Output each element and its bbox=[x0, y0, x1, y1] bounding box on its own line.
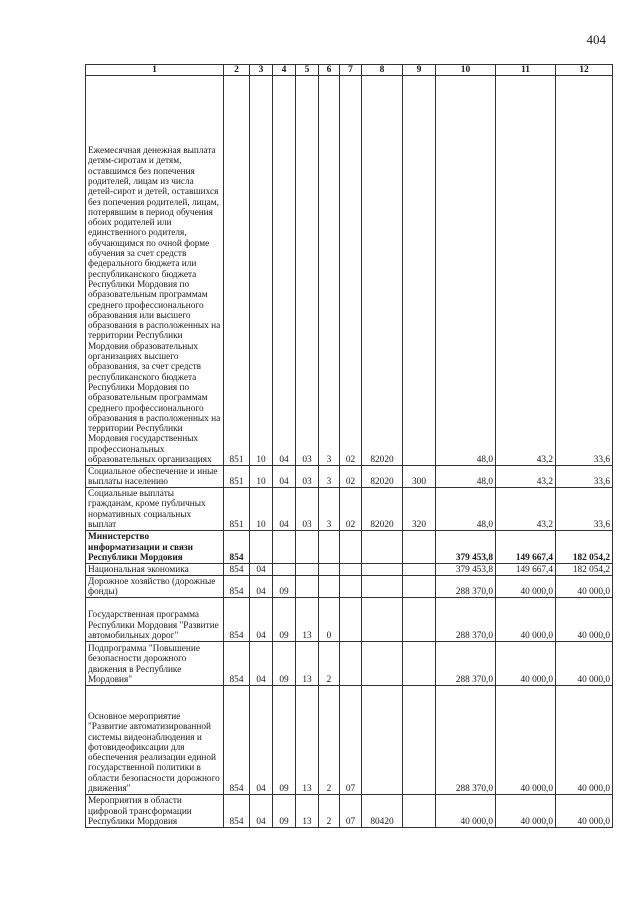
cell-c3: 10 bbox=[250, 488, 273, 531]
table-row bbox=[86, 531, 613, 564]
cell-c2: 854 bbox=[224, 576, 250, 598]
cell-c9 bbox=[403, 76, 436, 466]
cell-c11: 43,2 bbox=[496, 466, 556, 488]
page-number: 404 bbox=[586, 32, 606, 47]
cell-c2: 854 bbox=[224, 795, 250, 828]
cell-c4: 04 bbox=[273, 466, 296, 488]
table-row bbox=[86, 642, 613, 686]
cell-c2: 854 bbox=[224, 686, 250, 795]
cell-c7 bbox=[340, 598, 362, 642]
cell-c3: 04 bbox=[250, 642, 273, 686]
cell-c9 bbox=[403, 642, 436, 686]
header-row bbox=[86, 65, 613, 76]
header-cell: 1 bbox=[86, 65, 224, 76]
header-cell: 6 bbox=[319, 65, 340, 76]
cell-c6 bbox=[319, 531, 340, 564]
cell-c6: 2 bbox=[319, 642, 340, 686]
cell-c11: 40 000,0 bbox=[496, 576, 556, 598]
cell-c6: 3 bbox=[319, 488, 340, 531]
budget-table bbox=[85, 64, 613, 828]
cell-c12: 40 000,0 bbox=[556, 598, 613, 642]
cell-c9 bbox=[403, 598, 436, 642]
cell-c3: 10 bbox=[250, 76, 273, 466]
cell-c8 bbox=[362, 576, 403, 598]
cell-c11: 40 000,0 bbox=[496, 795, 556, 828]
cell-c6: 3 bbox=[319, 76, 340, 466]
cell-c5: 13 bbox=[296, 642, 319, 686]
cell-c5: 13 bbox=[296, 598, 319, 642]
cell-c12: 33,6 bbox=[556, 76, 613, 466]
cell-c2: 851 bbox=[224, 76, 250, 466]
cell-c11: 149 667,4 bbox=[496, 564, 556, 576]
cell-c2: 854 bbox=[224, 564, 250, 576]
row-name-cell: Основное мероприятие "Развитие автоматизированной системы видеонаблюдения и фотовидеофиксации для обеспечения реализации единой государственной политики в области безопасности дорожного движения" bbox=[86, 686, 224, 795]
cell-c9: 320 bbox=[403, 488, 436, 531]
cell-c12: 40 000,0 bbox=[556, 642, 613, 686]
table-row bbox=[86, 76, 613, 466]
cell-c5 bbox=[296, 564, 319, 576]
cell-c2: 851 bbox=[224, 466, 250, 488]
header-cell: 9 bbox=[403, 65, 436, 76]
header-cell: 2 bbox=[224, 65, 250, 76]
cell-c8 bbox=[362, 642, 403, 686]
cell-c4: 09 bbox=[273, 795, 296, 828]
cell-c9 bbox=[403, 564, 436, 576]
cell-c11: 40 000,0 bbox=[496, 598, 556, 642]
cell-c7: 07 bbox=[340, 686, 362, 795]
header-cell: 11 bbox=[496, 65, 556, 76]
cell-c8: 82020 bbox=[362, 76, 403, 466]
cell-c4 bbox=[273, 564, 296, 576]
cell-c4: 09 bbox=[273, 642, 296, 686]
cell-c7 bbox=[340, 642, 362, 686]
header-cell: 7 bbox=[340, 65, 362, 76]
cell-c10: 48,0 bbox=[436, 76, 496, 466]
row-name-cell: Ежемесячная денежная выплата детям-сиротам и детям, оставшимся без попечения родителей, лицам из числа детей-сирот и детей, оставшихся без попечения родителей, лицам, потерявшим в период обучения обоих родителей или единственного родителя, обучающимся по очной форме обучения за счет средств федерального бюджета или республиканского бюджета Республики Мордовия по образовательным программам среднего профессионального образования или высшего образования в расположенных на территории Республики Мордовия образовательных организациях высшего образования, за счет средств республиканского бюджета Республики Мордовия по образовательным программам среднего профессионального образования в расположенных на территории Республики Мордовия государственных профессиональных образовательных организациях bbox=[86, 76, 224, 466]
cell-c3 bbox=[250, 531, 273, 564]
cell-c4: 09 bbox=[273, 598, 296, 642]
cell-c3: 10 bbox=[250, 466, 273, 488]
cell-c10: 288 370,0 bbox=[436, 576, 496, 598]
cell-c10: 48,0 bbox=[436, 488, 496, 531]
cell-c10: 379 453,8 bbox=[436, 564, 496, 576]
cell-c3: 04 bbox=[250, 686, 273, 795]
cell-c12: 182 054,2 bbox=[556, 531, 613, 564]
header-cell: 12 bbox=[556, 65, 613, 76]
cell-c7: 07 bbox=[340, 795, 362, 828]
cell-c2: 854 bbox=[224, 642, 250, 686]
cell-c10: 288 370,0 bbox=[436, 686, 496, 795]
header-cell: 4 bbox=[273, 65, 296, 76]
header-cell: 8 bbox=[362, 65, 403, 76]
cell-c8 bbox=[362, 686, 403, 795]
cell-c4: 09 bbox=[273, 686, 296, 795]
cell-c3: 04 bbox=[250, 576, 273, 598]
cell-c10: 48,0 bbox=[436, 466, 496, 488]
cell-c6: 3 bbox=[319, 466, 340, 488]
cell-c5: 03 bbox=[296, 466, 319, 488]
table-row bbox=[86, 795, 613, 828]
cell-c11: 43,2 bbox=[496, 488, 556, 531]
row-name-cell: Государственная программа Республики Мордовия "Развитие автомобильных дорог" bbox=[86, 598, 224, 642]
cell-c8: 80420 bbox=[362, 795, 403, 828]
cell-c11: 40 000,0 bbox=[496, 686, 556, 795]
cell-c8 bbox=[362, 531, 403, 564]
cell-c2: 854 bbox=[224, 598, 250, 642]
cell-c4 bbox=[273, 531, 296, 564]
cell-c12: 182 054,2 bbox=[556, 564, 613, 576]
cell-c10: 288 370,0 bbox=[436, 642, 496, 686]
cell-c7 bbox=[340, 564, 362, 576]
cell-c8: 82020 bbox=[362, 466, 403, 488]
header-cell: 5 bbox=[296, 65, 319, 76]
cell-c9: 300 bbox=[403, 466, 436, 488]
header-cell: 10 bbox=[436, 65, 496, 76]
cell-c7: 02 bbox=[340, 488, 362, 531]
cell-c3: 04 bbox=[250, 564, 273, 576]
cell-c6 bbox=[319, 576, 340, 598]
cell-c4: 09 bbox=[273, 576, 296, 598]
cell-c5 bbox=[296, 576, 319, 598]
table-row bbox=[86, 576, 613, 598]
cell-c3: 04 bbox=[250, 795, 273, 828]
cell-c5 bbox=[296, 531, 319, 564]
cell-c11: 40 000,0 bbox=[496, 642, 556, 686]
row-name-cell: Подпрограмма "Повышение безопасности дорожного движения в Республике Мордовия" bbox=[86, 642, 224, 686]
table-row bbox=[86, 598, 613, 642]
cell-c2: 851 bbox=[224, 488, 250, 531]
cell-c12: 33,6 bbox=[556, 488, 613, 531]
cell-c12: 40 000,0 bbox=[556, 686, 613, 795]
table-row bbox=[86, 488, 613, 531]
cell-c3: 04 bbox=[250, 598, 273, 642]
row-name-cell: Дорожное хозяйство (дорожные фонды) bbox=[86, 576, 224, 598]
table-body bbox=[86, 76, 613, 828]
table-row bbox=[86, 564, 613, 576]
cell-c6 bbox=[319, 564, 340, 576]
cell-c7 bbox=[340, 576, 362, 598]
cell-c7: 02 bbox=[340, 76, 362, 466]
cell-c6: 2 bbox=[319, 686, 340, 795]
cell-c8 bbox=[362, 598, 403, 642]
cell-c11: 43,2 bbox=[496, 76, 556, 466]
cell-c8: 82020 bbox=[362, 488, 403, 531]
cell-c5: 13 bbox=[296, 686, 319, 795]
row-name-cell: Социальное обеспечение и иные выплаты населению bbox=[86, 466, 224, 488]
table-row bbox=[86, 466, 613, 488]
cell-c12: 40 000,0 bbox=[556, 576, 613, 598]
cell-c9 bbox=[403, 576, 436, 598]
cell-c10: 288 370,0 bbox=[436, 598, 496, 642]
cell-c7 bbox=[340, 531, 362, 564]
cell-c5: 03 bbox=[296, 76, 319, 466]
cell-c10: 40 000,0 bbox=[436, 795, 496, 828]
cell-c8 bbox=[362, 564, 403, 576]
header-cell: 3 bbox=[250, 65, 273, 76]
cell-c9 bbox=[403, 531, 436, 564]
cell-c6: 0 bbox=[319, 598, 340, 642]
row-name-cell: Мероприятия в области цифровой трансформации Республики Мордовия bbox=[86, 795, 224, 828]
table-row bbox=[86, 686, 613, 795]
cell-c9 bbox=[403, 686, 436, 795]
row-name-cell: Министерство информатизации и связи Республики Мордовия bbox=[86, 531, 224, 564]
cell-c5: 13 bbox=[296, 795, 319, 828]
row-name-cell: Социальные выплаты гражданам, кроме публичных нормативных социальных выплат bbox=[86, 488, 224, 531]
cell-c4: 04 bbox=[273, 488, 296, 531]
cell-c11: 149 667,4 bbox=[496, 531, 556, 564]
cell-c9 bbox=[403, 795, 436, 828]
cell-c12: 40 000,0 bbox=[556, 795, 613, 828]
cell-c4: 04 bbox=[273, 76, 296, 466]
row-name-cell: Национальная экономика bbox=[86, 564, 224, 576]
cell-c7: 02 bbox=[340, 466, 362, 488]
cell-c10: 379 453,8 bbox=[436, 531, 496, 564]
cell-c5: 03 bbox=[296, 488, 319, 531]
cell-c6: 2 bbox=[319, 795, 340, 828]
cell-c2: 854 bbox=[224, 531, 250, 564]
cell-c12: 33,6 bbox=[556, 466, 613, 488]
